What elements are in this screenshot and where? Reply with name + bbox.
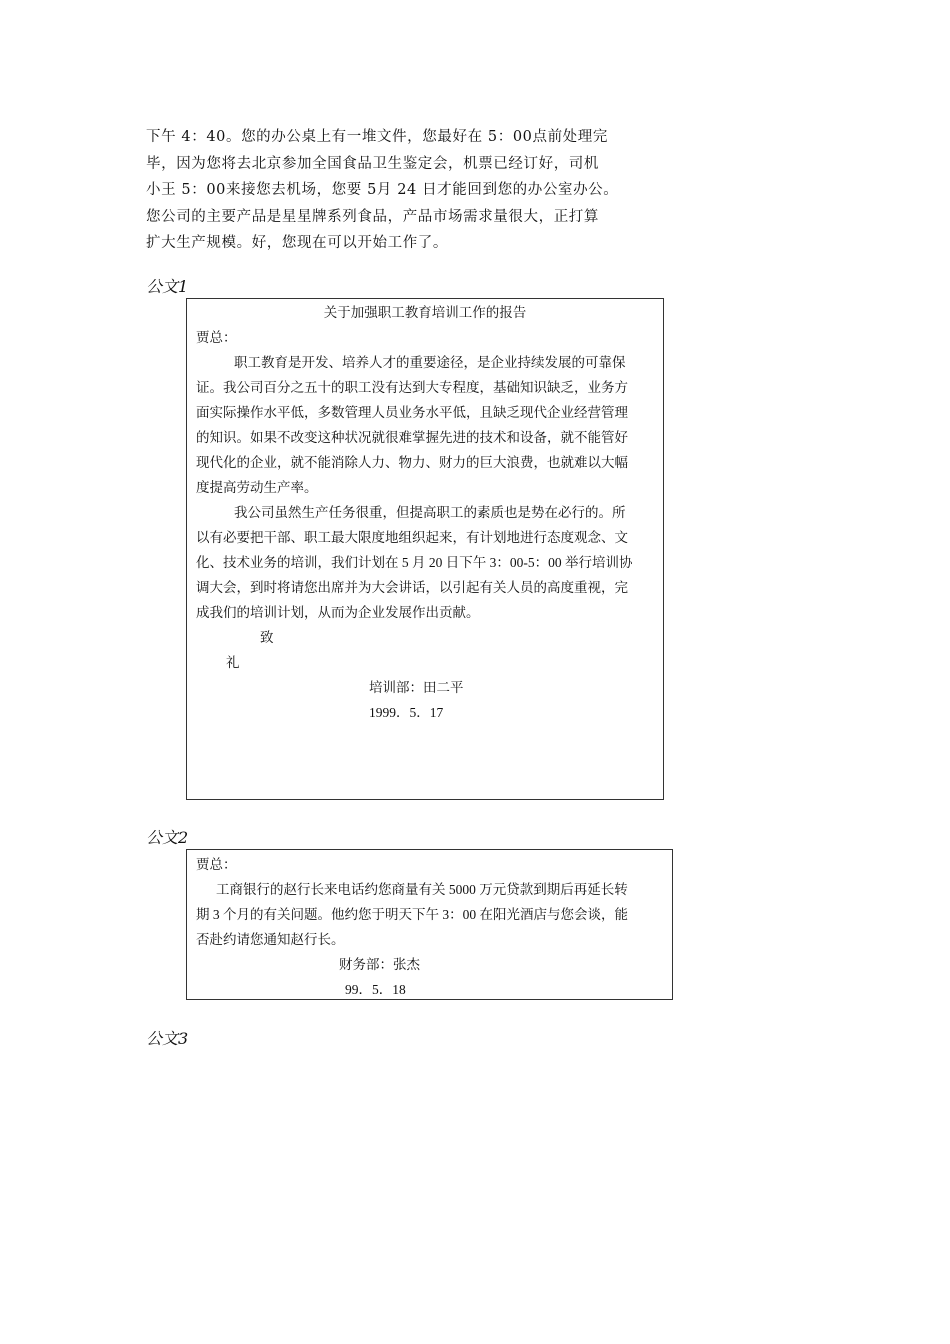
doc1-heading: 公文1	[146, 277, 189, 296]
doc1-body-line: 度提高劳动生产率。	[196, 480, 318, 495]
intro-line: 毕，因为您将去北京参加全国食品卫生鉴定会，机票已经订好，司机	[146, 155, 599, 172]
doc2-salutation: 贾总：	[196, 857, 237, 872]
doc2-heading: 公文2	[146, 828, 189, 847]
doc2-body-line: 工商银行的赵行长来电话约您商量有关 5000 万元贷款到期后再延长转	[216, 882, 628, 897]
intro-paragraph	[146, 124, 666, 257]
doc1-closing-li: 礼	[226, 655, 240, 670]
doc1-memo-box	[186, 298, 664, 800]
doc1-body-line: 调大会，到时将请您出席并为大会讲话，以引起有关人员的高度重视，完	[196, 580, 628, 595]
intro-line: 您公司的主要产品是星星牌系列食品，产品市场需求量很大，正打算	[146, 208, 599, 225]
doc3-heading: 公文3	[146, 1029, 189, 1048]
doc1-date: 1999．5．17	[369, 705, 444, 720]
doc2-date: 99．5．18	[345, 982, 406, 997]
doc1-closing-zhi: 致	[260, 630, 274, 645]
intro-line: 扩大生产规模。好，您现在可以开始工作了。	[146, 235, 448, 251]
doc2-memo-box	[186, 849, 673, 1000]
doc1-body-line: 职工教育是开发、培养人才的重要途径，是企业持续发展的可靠保	[234, 355, 626, 370]
doc1-body-line: 成我们的培训计划，从而为企业发展作出贡献。	[196, 605, 480, 620]
intro-line: 下午 4：40。您的办公桌上有一堆文件，您最好在 5：00点前处理完	[146, 129, 608, 145]
doc1-body-line: 我公司虽然生产任务很重，但提高职工的素质也是势在必行的。所	[234, 505, 626, 520]
intro-line: 小王 5：00来接您去机场，您要 5月 24 日才能回到您的办公室办公。	[146, 182, 619, 198]
doc1-title: 关于加强职工教育培训工作的报告	[323, 305, 527, 320]
doc1-body-line: 化、技术业务的培训，我们计划在 5 月 20 日下午 3：00-5：00 举行培训协	[196, 555, 633, 570]
doc2-signer: 财务部：张杰	[339, 957, 420, 972]
doc1-body-line: 现代化的企业，就不能消除人力、物力、财力的巨大浪费，也就难以大幅	[196, 455, 628, 470]
doc2-body-line: 期 3 个月的有关问题。他约您于明天下午 3：00 在阳光酒店与您会谈，能	[196, 907, 628, 922]
doc1-signer: 培训部：田二平	[369, 680, 464, 695]
doc1-body-line: 的知识。如果不改变这种状况就很难掌握先进的技术和设备，就不能管好	[196, 430, 628, 445]
doc1-body-line: 以有必要把干部、职工最大限度地组织起来，有计划地进行态度观念、文	[196, 530, 628, 545]
doc1-body-line: 面实际操作水平低，多数管理人员业务水平低，且缺乏现代企业经营管理	[196, 405, 628, 420]
doc1-body-line: 证。我公司百分之五十的职工没有达到大专程度，基础知识缺乏，业务方	[196, 380, 628, 395]
doc2-body-line: 否赴约请您通知赵行长。	[196, 932, 345, 947]
doc1-salutation: 贾总：	[196, 330, 237, 345]
